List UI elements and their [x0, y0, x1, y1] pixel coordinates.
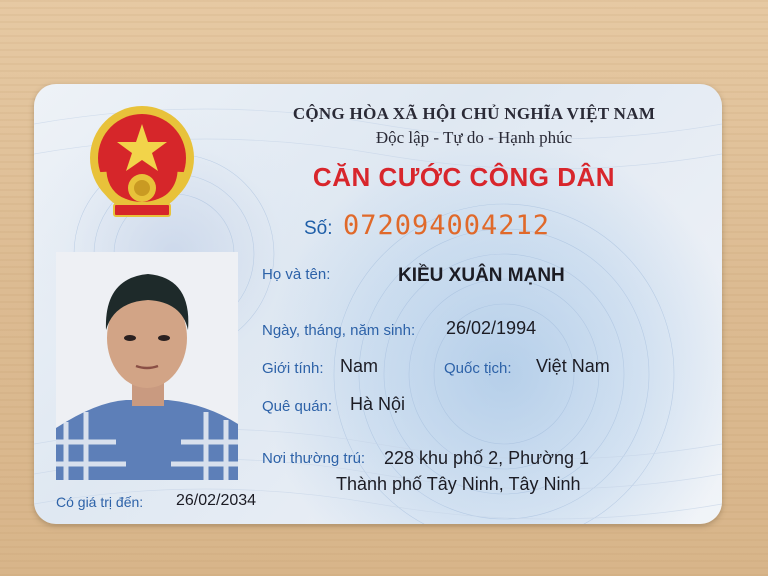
- id-number: 072094004212: [342, 210, 551, 241]
- card-title: CĂN CƯỚC CÔNG DÂN: [312, 162, 616, 192]
- hometown-label: Quê quán:: [262, 398, 333, 415]
- sex: Nam: [340, 356, 379, 376]
- residence-label: Nơi thường trú:: [262, 450, 366, 467]
- id-number-label: Số:: [304, 218, 333, 239]
- portrait-photo: [56, 252, 238, 480]
- portrait-icon: [56, 252, 238, 480]
- expiry-label: Có giá trị đến:: [56, 494, 144, 510]
- full-name: KIỀU XUÂN MẠNH: [398, 265, 565, 286]
- nationality-label: Quốc tịch:: [444, 360, 512, 377]
- dob-label: Ngày, tháng, năm sinh:: [262, 322, 416, 339]
- expiry-date: 26/02/2034: [176, 492, 257, 509]
- name-label: Họ và tên:: [262, 266, 331, 283]
- country-header: CỘNG HÒA XÃ HỘI CHỦ NGHĨA VIỆT NAM: [292, 104, 656, 123]
- motto: Độc lập - Tự do - Hạnh phúc: [375, 128, 573, 147]
- id-card: [34, 84, 722, 524]
- date-of-birth: 26/02/1994: [446, 318, 537, 338]
- hometown: Hà Nội: [350, 394, 406, 414]
- residence-line-1: 228 khu phố 2, Phường 1: [384, 448, 590, 468]
- national-emblem-icon: [84, 102, 200, 224]
- sex-label: Giới tính:: [262, 360, 324, 377]
- nationality: Việt Nam: [536, 356, 610, 376]
- id-number-row: [304, 210, 550, 241]
- residence-line-2: Thành phố Tây Ninh, Tây Ninh: [336, 474, 581, 494]
